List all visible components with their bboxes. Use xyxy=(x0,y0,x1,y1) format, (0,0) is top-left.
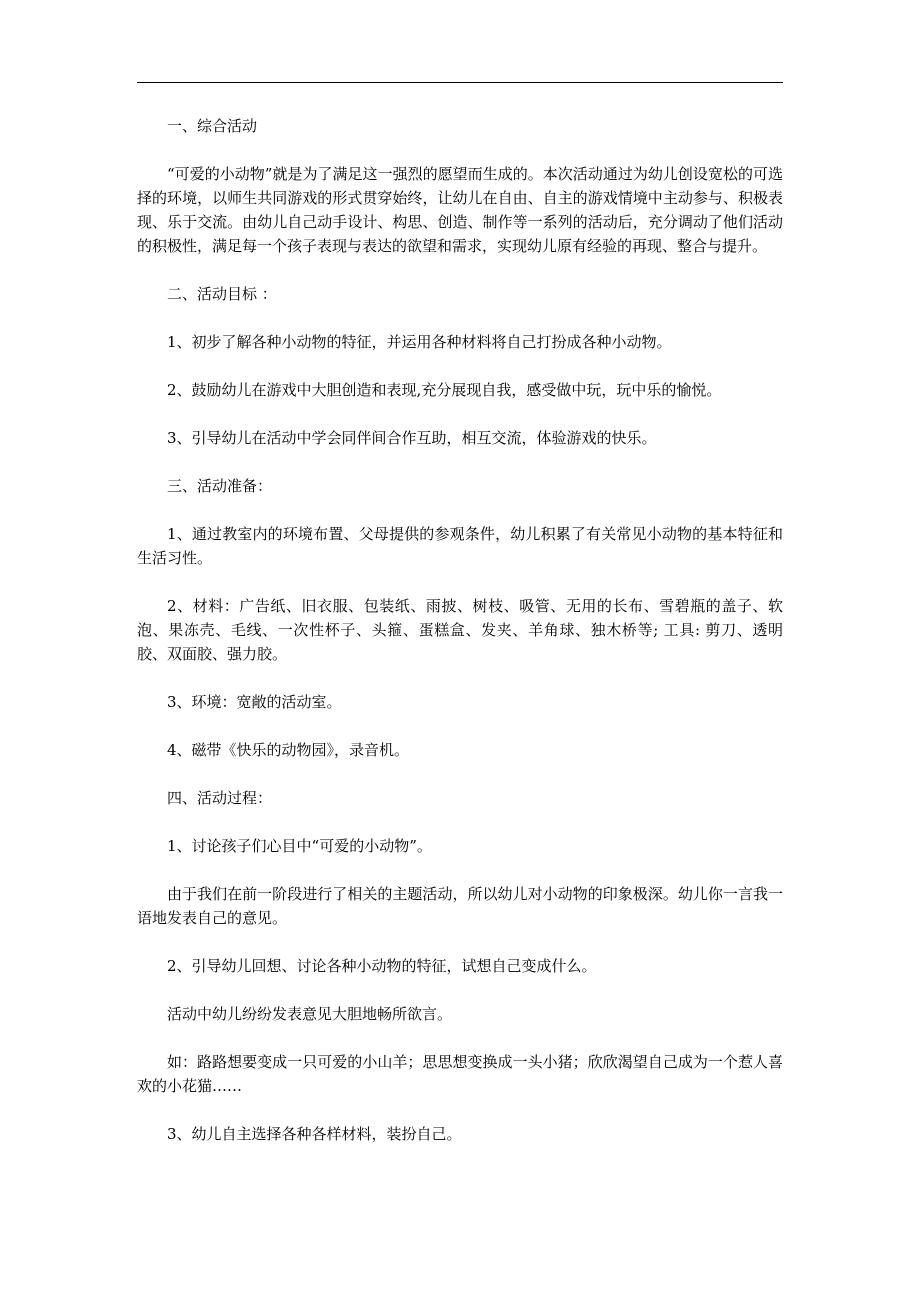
list-item: 3、引导幼儿在活动中学会同伴间合作互助，相互交流，体验游戏的快乐。 xyxy=(167,429,657,447)
list-item: 3、环境：宽敞的活动室。 xyxy=(167,693,342,711)
list-item: 3、幼儿自主选择各种各样材料，装扮自己。 xyxy=(167,1125,462,1143)
section-heading: 四、活动过程： xyxy=(167,789,273,807)
list-item: 4、磁带《快乐的动物园》，录音机。 xyxy=(167,741,410,759)
section-heading: 一、综合活动 xyxy=(167,117,258,135)
list-item: 1、初步了解各种小动物的特征，并运用各种材料将自己打扮成各种小动物。 xyxy=(167,333,672,351)
header-rule xyxy=(137,82,783,83)
list-item: 2、鼓励幼儿在游戏中大胆创造和表现,充分展现自我，感受做中玩，玩中乐的愉悦。 xyxy=(167,381,722,399)
paragraph: 由于我们在前一阶段进行了相关的主题活动，所以幼儿对小动物的印象极深。幼儿你一言我一语地发表自己的意见。 xyxy=(137,885,783,927)
list-item: 2、引导幼儿回想、讨论各种小动物的特征，试想自己变成什么。 xyxy=(167,957,597,975)
document-body xyxy=(137,114,783,1170)
paragraph: 如：路路想要变成一只可爱的小山羊；思思想变换成一头小猪；欣欣渴望自己成为一个惹人喜欢的小花猫…… xyxy=(137,1053,783,1095)
section-heading: 三、活动准备： xyxy=(167,477,273,495)
section-heading: 二、活动目标 ： xyxy=(167,285,277,303)
list-item: 1、通过教室内的环境布置、父母提供的参观条件，幼儿积累了有关常见小动物的基本特征和生活习性。 xyxy=(137,525,783,567)
list-item: 2、材料：广告纸、旧衣服、包装纸、雨披、树枝、吸管、无用的长布、雪碧瓶的盖子、软泡、果冻壳、毛线、一次性杯子、头箍、蛋糕盒、发夹、羊角球、独木桥等; 工具: 剪刀、透明胶、双面胶、强力胶。 xyxy=(137,597,783,663)
paragraph: 活动中幼儿纷纷发表意见大胆地畅所欲言。 xyxy=(167,1005,453,1023)
paragraph: “可爱的小动物”就是为了满足这一强烈的愿望而生成的。本次活动通过为幼儿创设宽松的可选择的环境，以师生共同游戏的形式贯穿始终，让幼儿在自由、自主的游戏情境中主动参与、积极表现、乐于交流。由幼儿自己动手设计、构思、创造、制作等一系列的活动后，充分调动了他们活动的积极性，满足每一个孩子表现与表达的欲望和需求，实现幼儿原有经验的再现、整合与提升。 xyxy=(137,165,783,255)
list-item: 1、讨论孩子们心目中“可爱的小动物”。 xyxy=(167,837,432,855)
